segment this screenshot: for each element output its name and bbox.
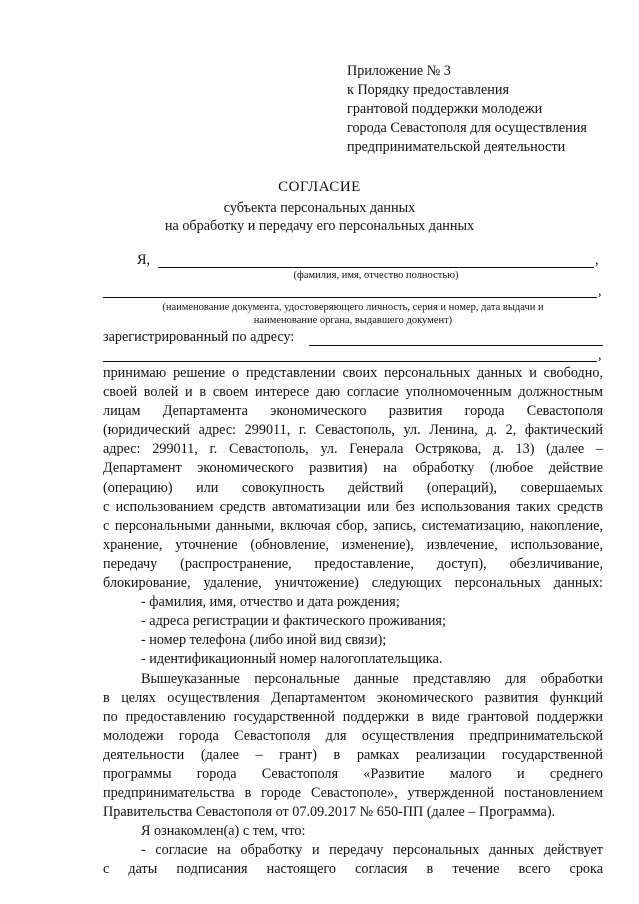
- document-caption-1: (наименование документа, удостоверяющего личность, серия и номер, дата выдачи и: [162, 302, 544, 313]
- i-label: Я,: [137, 252, 151, 268]
- text-line: хранение, уточнение (обновление, изменение), извлечение, использование,: [103, 536, 603, 553]
- appendix-line: грантовой поддержки молодежи: [347, 101, 543, 117]
- text-line: передачу (распространение, предоставление, доступ), обезличивание,: [103, 555, 603, 572]
- appendix-line: к Порядку предоставления: [347, 82, 509, 98]
- text-line: (операцию) или совокупность действий (операций), совершаемых: [103, 479, 603, 496]
- text-line: Правительства Севастополя от 07.09.2017 № 650-ПП (далее – Программа).: [103, 804, 556, 821]
- text-line: деятельности (далее – грант) в рамках реализации государственной: [103, 746, 603, 763]
- text-line: с даты подписания настоящего согласия в течение всего срока: [103, 861, 603, 878]
- comma: ,: [598, 347, 602, 363]
- text-line: Департамент экономического развития) на обработку (любое действие: [103, 460, 603, 477]
- appendix-line: города Севастополя для осуществления: [347, 120, 587, 136]
- text-line: блокирование, удаление, уничтожение) следующих персональных данных:: [103, 575, 603, 592]
- text-line: (юридический адрес: 299011, г. Севастополь, ул. Ленина, д. 2, фактический: [103, 422, 603, 439]
- text-line: с персональными данными, включая сбор, запись, систематизацию, накопление,: [103, 517, 603, 534]
- fio-caption: (фамилия, имя, отчество полностью): [293, 270, 459, 281]
- text-line: с использованием средств автоматизации или без использования таких средств: [103, 498, 603, 515]
- text-line: - согласие на обработку и передачу персональных данных действует: [141, 842, 603, 859]
- text-line: молодежи города Севастополя для осуществления предпринимательской: [103, 727, 603, 744]
- text-line: Вышеуказанные персональные данные представляю для обработки: [141, 670, 603, 687]
- text-line: адрес: 299011, г. Севастополь, ул. Генерала Острякова, д. 13) (далее –: [103, 441, 603, 458]
- comma: ,: [595, 252, 599, 268]
- text-line: принимаю решение о представлении своих персональных данных и свободно,: [103, 365, 603, 381]
- address-field-2[interactable]: [103, 361, 597, 362]
- document-subtitle-1: субъекта персональных данных: [223, 200, 416, 216]
- consent-body: [103, 364, 603, 880]
- text-line: по предоставлению государственной поддержки в виде грантовой поддержки: [103, 708, 603, 725]
- text-line: лицам Департамента экономического развития города Севастополя: [103, 403, 603, 420]
- document-title: СОГЛАСИЕ: [278, 179, 361, 195]
- comma: ,: [598, 283, 602, 299]
- list-item: - фамилия, имя, отчество и дата рождения;: [141, 594, 400, 611]
- text-line: в целях осуществления Департаментом экономического развития функций: [103, 689, 603, 706]
- document-subtitle-2: на обработку и передачу его персональных данных: [164, 218, 475, 234]
- appendix-header: [347, 62, 587, 157]
- text-line: программы города Севастополя «Развитие малого и среднего: [103, 765, 603, 782]
- list-item: - номер телефона (либо иной вид связи);: [141, 632, 387, 649]
- text-line: Я ознакомлен(а) с тем, что:: [141, 823, 306, 840]
- list-item: - адреса регистрации и фактического проживания;: [141, 613, 446, 630]
- list-item: - идентификационный номер налогоплательщика.: [141, 651, 443, 668]
- address-field[interactable]: [309, 345, 603, 346]
- appendix-line: Приложение № 3: [347, 63, 451, 79]
- fio-field[interactable]: [158, 267, 594, 268]
- address-label: зарегистрированный по адресу:: [103, 329, 295, 345]
- document-caption-2: наименование органа, выдавшего документ): [253, 315, 453, 326]
- identity-document-field[interactable]: [103, 297, 597, 298]
- text-line: своей волей и в своем интересе даю согласие уполномоченным должностным: [103, 384, 603, 401]
- text-line: предпринимательства в городе Севастополе», утвержденной постановлением: [103, 785, 603, 802]
- appendix-line: предпринимательской деятельности: [347, 139, 566, 155]
